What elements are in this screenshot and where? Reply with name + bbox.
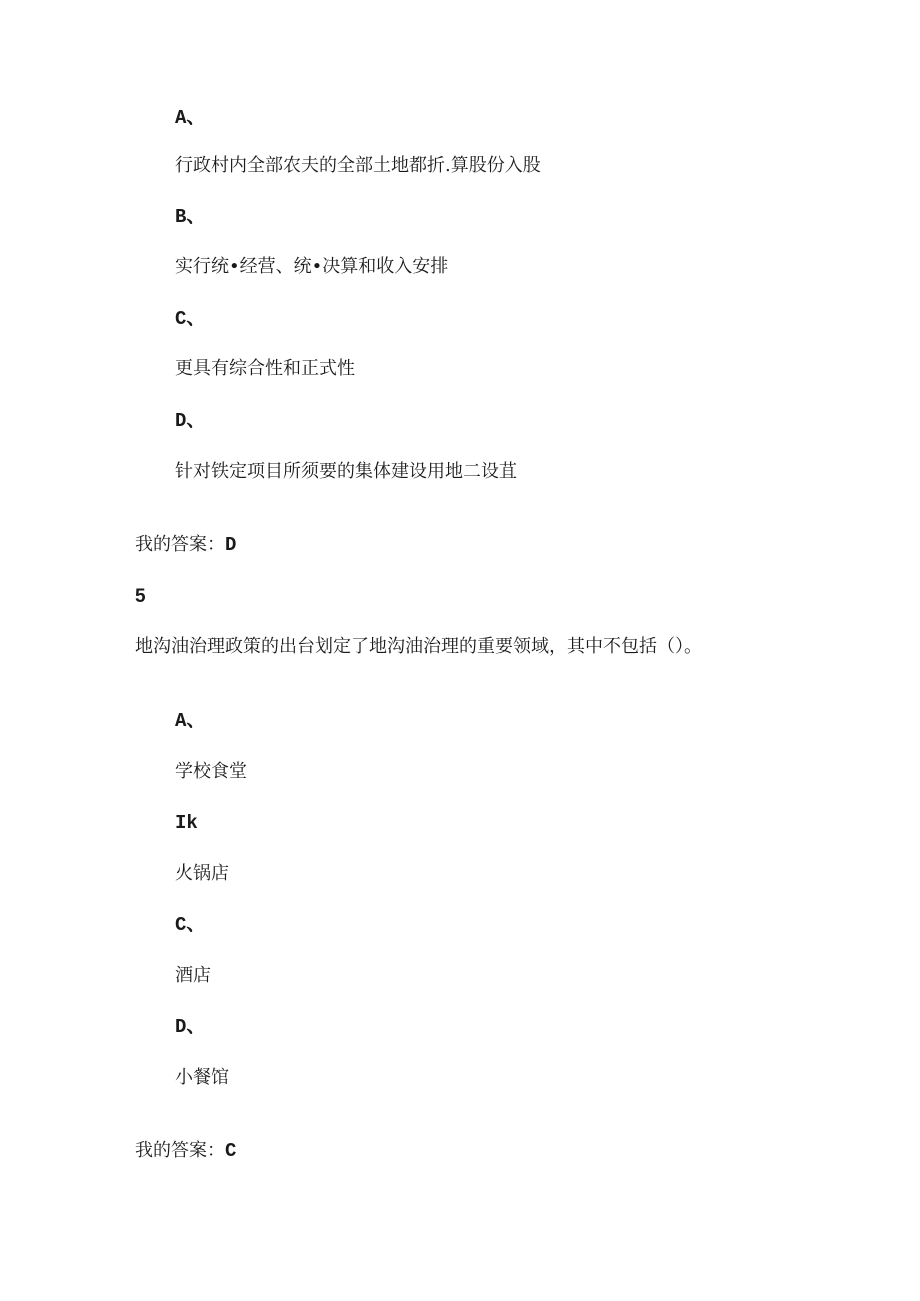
option-b-label: Ik (175, 812, 198, 834)
my-answer (135, 1139, 236, 1163)
my-answer-value: C (225, 1140, 237, 1162)
my-answer-value: D (225, 534, 237, 556)
question-number: 5 (135, 586, 146, 607)
option-b-text: 实行统•经营、统•决算和收入安排 (175, 256, 449, 277)
my-answer-label: 我的答案： (135, 1140, 225, 1161)
option-d-text: 小餐馆 (175, 1067, 229, 1088)
option-c-text: 更具有综合性和正式性 (175, 358, 355, 379)
my-answer (135, 533, 236, 557)
option-c-text: 酒店 (175, 965, 211, 986)
option-d-label: D、 (175, 1016, 206, 1038)
my-answer-label: 我的答案： (135, 534, 225, 555)
option-a-label: A、 (175, 107, 206, 129)
option-d-label: D、 (175, 410, 206, 432)
option-b-text: 火锅店 (175, 863, 229, 884)
question-text: 地沟油治理政策的出台划定了地沟油治理的重要领域，其中不包括（）。 (135, 636, 702, 657)
option-a-text: 学校食堂 (175, 761, 247, 782)
option-b-label: B、 (175, 206, 206, 228)
option-d-text: 针对铁定项目所须要的集体建设用地二设苴 (175, 461, 517, 482)
option-a-text: 行政村内全部农夫的全部土地都折.算股份入股 (175, 155, 541, 176)
option-c-label: C、 (175, 308, 206, 330)
option-c-label: C、 (175, 914, 206, 936)
option-a-label: A、 (175, 710, 206, 732)
